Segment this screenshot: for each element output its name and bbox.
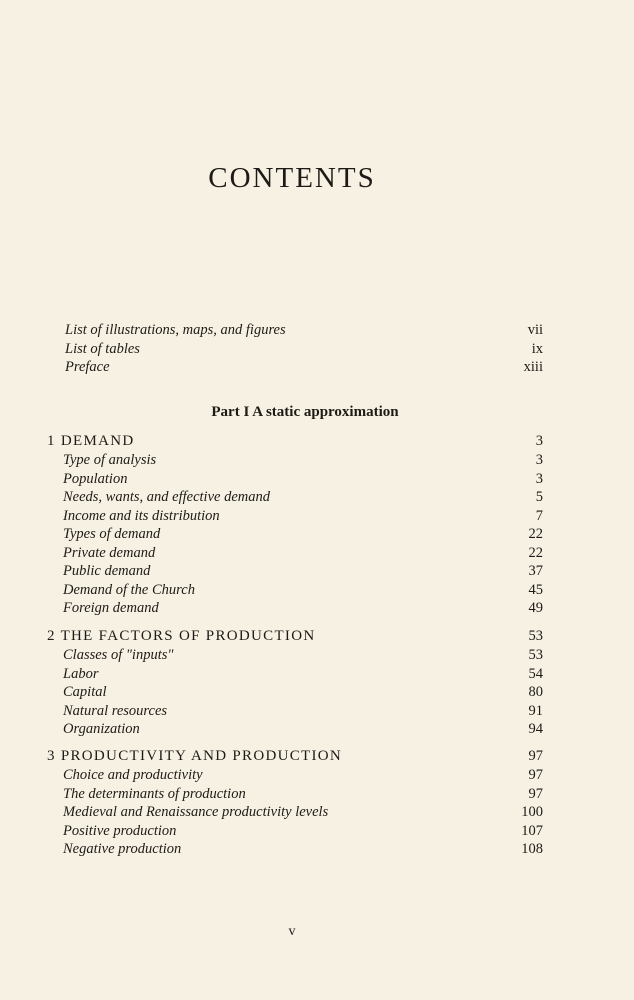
section-page: 5 — [535, 489, 543, 505]
entry-page: ix — [531, 340, 543, 357]
section-label: Needs, wants, and effective demand — [63, 489, 270, 505]
chapter-title: 1 DEMAND — [47, 433, 135, 449]
chapter-page: 53 — [528, 628, 543, 644]
section-page: 107 — [521, 822, 543, 839]
section-page: 45 — [528, 581, 543, 598]
section-entry — [63, 451, 543, 470]
chapter-title: 3 PRODUCTIVITY AND PRODUCTION — [47, 748, 343, 764]
section-list — [47, 646, 543, 739]
entry-page: xiii — [523, 359, 543, 375]
chapter-heading — [47, 746, 543, 766]
section-label: Income and its distribution — [63, 507, 220, 524]
section-entry — [63, 702, 543, 721]
section-label: Labor — [63, 665, 99, 682]
section-page: 53 — [528, 647, 543, 663]
section-label: Types of demand — [63, 526, 161, 542]
entry-label: List of tables — [65, 340, 140, 357]
entry-label: Preface — [65, 359, 110, 375]
section-label: Private demand — [63, 544, 156, 561]
section-entry — [63, 803, 543, 822]
section-entry — [63, 581, 543, 600]
section-entry — [63, 766, 543, 785]
section-page: 3 — [535, 470, 543, 487]
front-matter-entry — [65, 340, 543, 359]
section-entry — [63, 720, 543, 739]
section-entry — [63, 822, 543, 841]
section-entry — [63, 562, 543, 581]
entry-page: vii — [527, 322, 543, 338]
section-page: 54 — [528, 665, 543, 682]
chapter-heading — [47, 626, 543, 646]
page-title: CONTENTS — [208, 162, 376, 194]
section-page: 22 — [528, 526, 543, 542]
section-list — [47, 451, 543, 618]
section-page: 97 — [528, 767, 543, 783]
section-page: 80 — [528, 684, 543, 700]
section-entry — [63, 785, 543, 804]
chapter-2 — [47, 626, 543, 739]
section-label: Classes of "inputs" — [63, 647, 174, 663]
section-page: 22 — [528, 544, 543, 561]
front-matter-list — [65, 321, 543, 377]
section-entry — [63, 488, 543, 507]
section-entry — [63, 470, 543, 489]
section-label: Natural resources — [63, 702, 168, 719]
chapter-title: 2 THE FACTORS OF PRODUCTION — [47, 628, 316, 644]
section-label: Public demand — [63, 563, 151, 579]
section-label: Choice and productivity — [63, 767, 203, 783]
section-label: The determinants of production — [63, 785, 246, 802]
section-page: 100 — [521, 804, 543, 820]
section-entry — [63, 665, 543, 684]
section-page: 3 — [535, 452, 543, 468]
section-entry — [63, 525, 543, 544]
section-page: 7 — [535, 507, 543, 524]
section-label: Organization — [63, 721, 140, 737]
section-label: Foreign demand — [63, 600, 159, 616]
section-label: Positive production — [63, 822, 177, 839]
section-label: Medieval and Renaissance productivity levels — [63, 804, 329, 820]
section-page: 94 — [528, 721, 543, 737]
section-page: 37 — [528, 563, 543, 579]
section-list — [47, 766, 543, 859]
page-number: v — [288, 924, 296, 939]
section-page: 91 — [528, 702, 543, 719]
section-entry — [63, 840, 543, 859]
front-matter-entry — [65, 321, 543, 340]
part-title: Part I A static approximation — [211, 404, 399, 420]
section-entry — [63, 683, 543, 702]
entry-label: List of illustrations, maps, and figures — [65, 322, 286, 338]
section-entry — [63, 544, 543, 563]
section-label: Capital — [63, 684, 107, 700]
section-page: 97 — [528, 785, 543, 802]
section-entry — [63, 646, 543, 665]
chapter-1 — [47, 431, 543, 618]
section-label: Population — [63, 470, 128, 487]
section-page: 49 — [528, 600, 543, 616]
section-entry — [63, 599, 543, 618]
section-page: 108 — [521, 841, 543, 857]
section-entry — [63, 507, 543, 526]
section-label: Type of analysis — [63, 452, 157, 468]
section-label: Negative production — [63, 841, 182, 857]
chapter-page: 97 — [528, 748, 543, 764]
chapter-page: 3 — [535, 433, 543, 449]
chapter-3 — [47, 746, 543, 859]
front-matter-entry — [65, 358, 543, 377]
chapter-heading — [47, 431, 543, 451]
section-label: Demand of the Church — [63, 581, 195, 598]
